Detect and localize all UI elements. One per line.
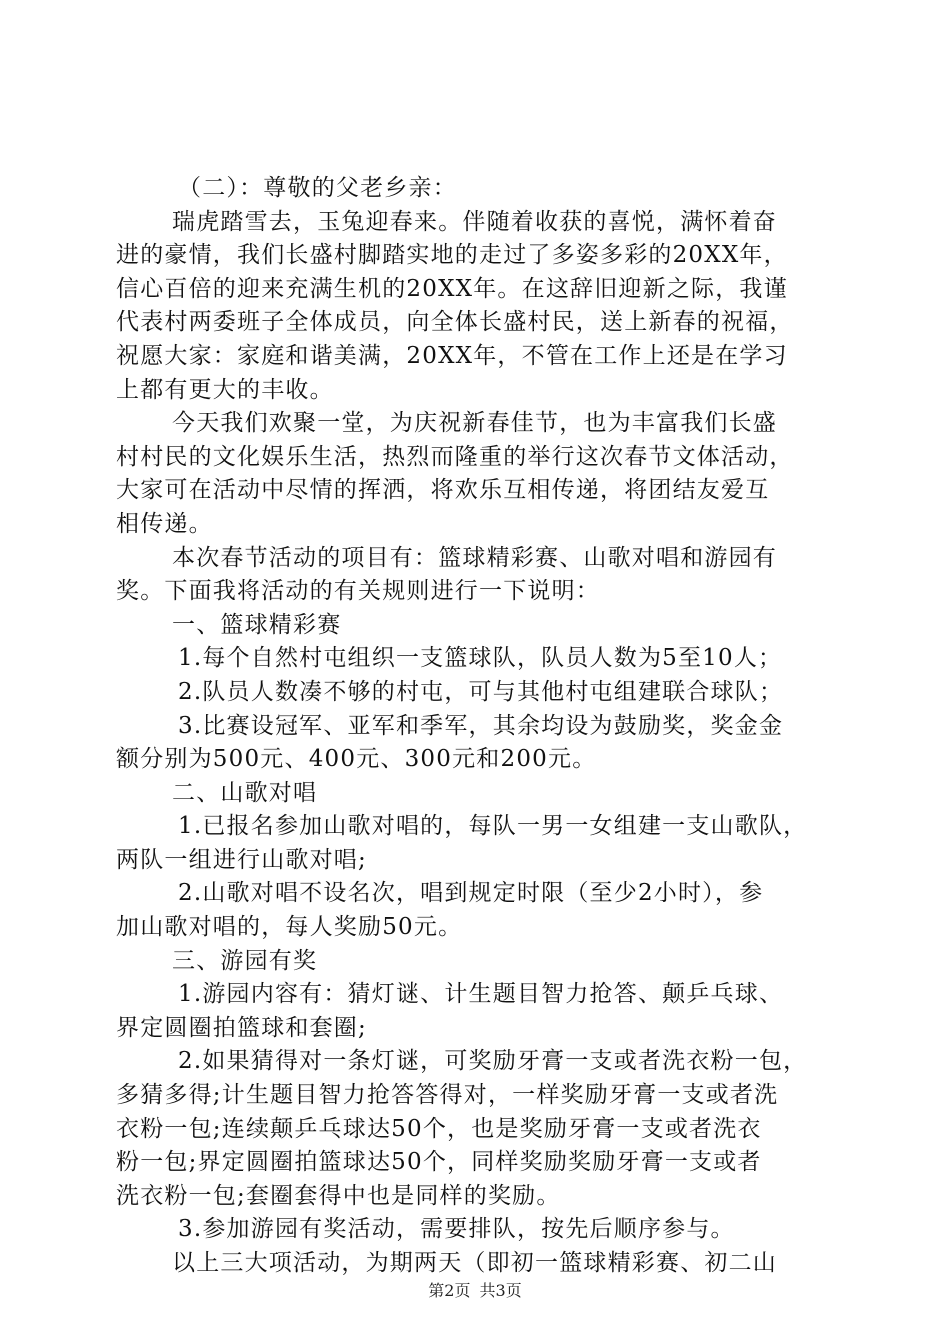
list-item-continuation: 两队一组进行山歌对唱; (116, 846, 367, 873)
paragraph-line: 以上三大项活动，为期两天（即初一篮球精彩赛、初二山 (172, 1250, 777, 1276)
page-total: 共3页 (479, 1281, 522, 1300)
list-item-continuation: 额分别为500元、400元、300元和200元。 (116, 746, 597, 773)
section-heading: 一、篮球精彩赛 (172, 611, 342, 638)
list-item-continuation: 洗衣粉一包;套圈套得中也是同样的奖励。 (116, 1182, 561, 1209)
paragraph-line: 今天我们欢聚一堂，为庆祝新春佳节，也为丰富我们长盛 (172, 410, 777, 437)
paragraph-line: 代表村两委班子全体成员，向全体长盛村民，送上新春的祝福， (116, 309, 794, 336)
list-item-continuation: 界定圆圈拍篮球和套圈; (116, 1014, 367, 1041)
salutation: （二）：尊敬的父老乡亲： (178, 175, 457, 201)
page-footer (0, 1278, 950, 1301)
paragraph-line: 进的豪情，我们长盛村脚踏实地的走过了多姿多彩的20XX年， (116, 242, 788, 269)
list-item-continuation: 衣粉一包;连续颠乒乓球达50个，也是奖励牙膏一支或者洗衣 (116, 1115, 762, 1142)
document-body (116, 172, 836, 1281)
paragraph-line: 奖。下面我将活动的有关规则进行一下说明： (116, 578, 600, 605)
list-item-continuation: 加山歌对唱的，每人奖励50元。 (116, 914, 463, 941)
list-item: 1.已报名参加山歌对唱的，每队一男一女组建一支山歌队， (178, 813, 808, 840)
list-item: 1.每个自然村屯组织一支篮球队，队员人数为5至10人； (178, 645, 783, 672)
paragraph-line: 村村民的文化娱乐生活，热烈而隆重的举行这次春节文体活动， (116, 443, 794, 470)
section-heading: 二、山歌对唱 (172, 779, 318, 806)
list-item: 1.游园内容有：猜灯谜、计生题目智力抢答、颠乒乓球、 (178, 981, 784, 1008)
list-item: 2.队员人数凑不够的村屯，可与其他村屯组建联合球队； (178, 678, 784, 705)
paragraph-line: 本次春节活动的项目有：篮球精彩赛、山歌对唱和游园有 (172, 544, 777, 571)
section-heading: 三、游园有奖 (172, 947, 318, 974)
list-item-continuation: 多猜多得;计生题目智力抢答答得对，一样奖励牙膏一支或者洗 (116, 1082, 779, 1109)
page-number: 第2页 (428, 1281, 471, 1300)
list-item: 2.山歌对唱不设名次，唱到规定时限（至少2小时），参 (178, 880, 764, 907)
list-item: 2.如果猜得对一条灯谜，可奖励牙膏一支或者洗衣粉一包， (178, 1048, 808, 1075)
paragraph-line: 大家可在活动中尽情的挥洒，将欢乐互相传递，将团结友爱互 (116, 477, 770, 504)
list-item: 3.比赛设冠军、亚军和季军，其余均设为鼓励奖，奖金金 (178, 712, 784, 739)
paragraph-line: 瑞虎踏雪去，玉兔迎春来。伴随着收获的喜悦，满怀着奋 (172, 208, 777, 235)
list-item-continuation: 粉一包;界定圆圈拍篮球达50个，同样奖励奖励牙膏一支或者 (116, 1149, 762, 1176)
paragraph-line: 上都有更大的丰收。 (116, 376, 334, 403)
list-item: 3.参加游园有奖活动，需要排队，按先后顺序参与。 (178, 1216, 735, 1243)
paragraph-line: 信心百倍的迎来充满生机的20XX年。在这辞旧迎新之际，我谨 (116, 275, 788, 302)
paragraph-line: 祝愿大家：家庭和谐美满，20XX年，不管在工作上还是在学习 (116, 342, 788, 369)
paragraph-line: 相传递。 (116, 510, 213, 537)
